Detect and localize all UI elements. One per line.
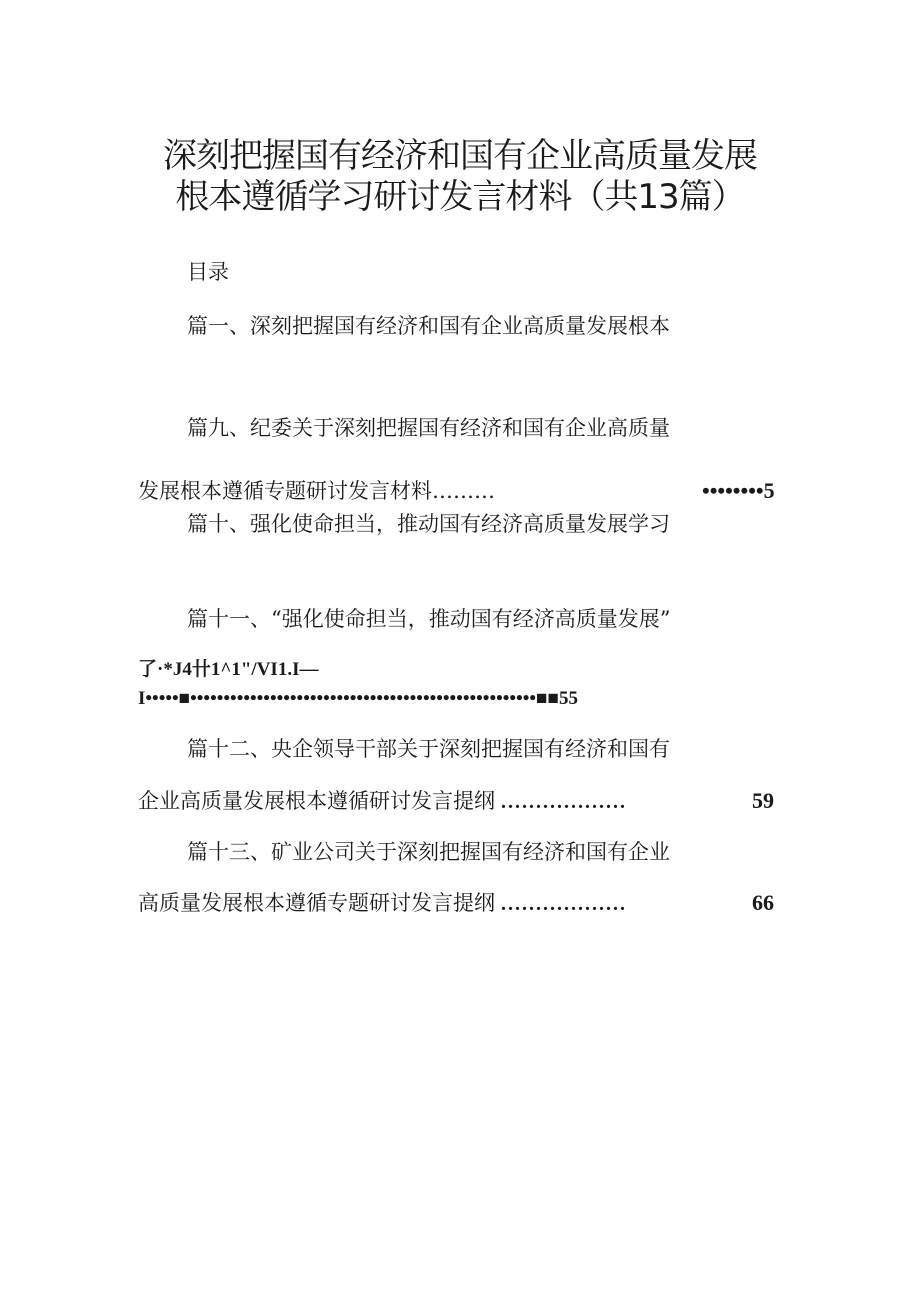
toc-entry-11-line-1: 篇十一、“强化使命担当，推动国有经济高质量发展” <box>187 607 671 631</box>
toc-entry-9-page: ••••••••5 <box>702 478 775 503</box>
toc-entry-13-leader: .................. <box>501 893 627 915</box>
toc-entry-12-page: 59 <box>752 788 774 813</box>
toc-entry-13-text: 高质量发展根本遵循专题研讨发言提纲 <box>138 891 495 915</box>
toc-entry-13-page: 66 <box>752 890 774 915</box>
toc-entry-12-text: 企业高质量发展根本遵循研讨发言提纲 <box>138 789 495 813</box>
toc-entry-9-line-2: 发展根本遵循专题研讨发言材料……… <box>138 479 495 503</box>
document-title-line-1: 深刻把握国有经济和国有企业高质量发展 <box>163 136 757 176</box>
toc-entry-12-line-2 <box>138 786 774 817</box>
toc-entry-12-line-1: 篇十二、央企领导干部关于深刻把握国有经济和国有 <box>187 737 670 761</box>
toc-entry-13-line-2 <box>138 888 774 919</box>
toc-entry-9-line-1: 篇九、纪委关于深刻把握国有经济和国有企业高质量 <box>187 416 670 440</box>
document-title-line-2: 根本遵循学习研讨发言材料（共13篇） <box>175 177 745 217</box>
toc-entry-10: 篇十、强化使命担当，推动国有经济高质量发展学习 <box>187 512 670 536</box>
toc-entry-1: 篇一、深刻把握国有经济和国有企业高质量发展根本 <box>187 314 670 338</box>
toc-heading: 目录 <box>187 260 229 284</box>
toc-entry-11-garbled: 了·*J4卄1^1"/VI1.I— <box>138 659 319 680</box>
toc-entry-11-leader: I•••••■••••••••••••••••••••••••••••••••••••••••••••••••••••■■55 <box>138 688 578 709</box>
toc-entry-13-line-1: 篇十三、矿业公司关于深刻把握国有经济和国有企业 <box>187 840 670 864</box>
toc-entry-12-leader: .................. <box>501 791 627 813</box>
